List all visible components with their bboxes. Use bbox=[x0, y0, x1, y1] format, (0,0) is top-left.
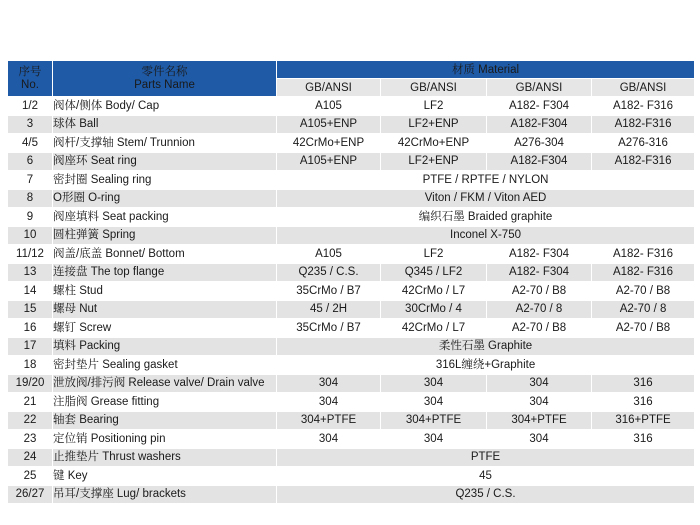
material-cell: A182-F304 bbox=[487, 115, 592, 134]
row-number: 19/20 bbox=[8, 374, 53, 393]
material-cell: 304+PTFE bbox=[277, 411, 381, 430]
part-name: 阀座填料 Seat packing bbox=[53, 208, 277, 227]
material-cell-merged: 编织石墨 Braided graphite bbox=[277, 208, 695, 227]
table-row bbox=[8, 300, 695, 319]
table-row bbox=[8, 393, 695, 412]
material-cell: A105+ENP bbox=[277, 152, 381, 171]
row-number: 23 bbox=[8, 430, 53, 449]
table-row bbox=[8, 208, 695, 227]
table-row bbox=[8, 189, 695, 208]
part-name: 止推垫片 Thrust washers bbox=[53, 448, 277, 467]
material-cell: LF2+ENP bbox=[381, 115, 487, 134]
table-row bbox=[8, 467, 695, 486]
material-cell-merged: Inconel X-750 bbox=[277, 226, 695, 245]
part-name: 螺母 Nut bbox=[53, 300, 277, 319]
part-name: 阀体/侧体 Body/ Cap bbox=[53, 97, 277, 116]
material-cell: A2-70 / 8 bbox=[487, 300, 592, 319]
part-name: 泄放阀/排污阀 Release valve/ Drain valve bbox=[53, 374, 277, 393]
material-cell: 304 bbox=[381, 393, 487, 412]
material-cell: 304 bbox=[381, 374, 487, 393]
table-row bbox=[8, 411, 695, 430]
material-cell: 42CrMo+ENP bbox=[277, 134, 381, 153]
table-row bbox=[8, 430, 695, 449]
material-cell: LF2 bbox=[381, 245, 487, 264]
material-cell: 35CrMo / B7 bbox=[277, 282, 381, 301]
material-cell: A105+ENP bbox=[277, 115, 381, 134]
material-cell: A2-70 / B8 bbox=[487, 319, 592, 338]
part-name: 密封圈 Sealing ring bbox=[53, 171, 277, 190]
no-header-en: No. bbox=[21, 78, 39, 91]
row-number: 4/5 bbox=[8, 134, 53, 153]
table-row bbox=[8, 245, 695, 264]
standard-header: GB/ANSI bbox=[487, 79, 592, 97]
standard-header: GB/ANSI bbox=[277, 79, 381, 97]
part-name: 填料 Packing bbox=[53, 337, 277, 356]
row-number: 18 bbox=[8, 356, 53, 375]
material-cell: 316 bbox=[592, 430, 695, 449]
material-cell: A276-304 bbox=[487, 134, 592, 153]
table-row bbox=[8, 97, 695, 116]
material-header: 材质 Material bbox=[277, 61, 695, 79]
table-row bbox=[8, 448, 695, 467]
part-name: O形圈 O-ring bbox=[53, 189, 277, 208]
material-cell: 304 bbox=[381, 430, 487, 449]
parts-header bbox=[53, 61, 277, 97]
material-cell: A105 bbox=[277, 97, 381, 116]
part-name: 阀杆/支撑轴 Stem/ Trunnion bbox=[53, 134, 277, 153]
part-name: 轴套 Bearing bbox=[53, 411, 277, 430]
material-cell: A182- F316 bbox=[592, 97, 695, 116]
material-cell: A276-316 bbox=[592, 134, 695, 153]
table-row bbox=[8, 263, 695, 282]
material-cell-merged: PTFE / RPTFE / NYLON bbox=[277, 171, 695, 190]
row-number: 15 bbox=[8, 300, 53, 319]
material-cell: 42CrMo / L7 bbox=[381, 319, 487, 338]
material-cell: LF2+ENP bbox=[381, 152, 487, 171]
material-cell: A182- F316 bbox=[592, 263, 695, 282]
material-cell: 35CrMo / B7 bbox=[277, 319, 381, 338]
part-name: 圆柱弹簧 Spring bbox=[53, 226, 277, 245]
table-row bbox=[8, 374, 695, 393]
material-cell: A182- F304 bbox=[487, 245, 592, 264]
material-cell: 316 bbox=[592, 393, 695, 412]
material-cell-merged: Q235 / C.S. bbox=[277, 485, 695, 504]
row-number: 14 bbox=[8, 282, 53, 301]
material-cell: 304+PTFE bbox=[487, 411, 592, 430]
material-cell: A182- F304 bbox=[487, 97, 592, 116]
row-number: 13 bbox=[8, 263, 53, 282]
material-cell-merged: Viton / FKM / Viton AED bbox=[277, 189, 695, 208]
material-cell-merged: PTFE bbox=[277, 448, 695, 467]
materials-table bbox=[7, 60, 695, 504]
material-cell: 316+PTFE bbox=[592, 411, 695, 430]
standard-header: GB/ANSI bbox=[592, 79, 695, 97]
row-number: 21 bbox=[8, 393, 53, 412]
table-row bbox=[8, 115, 695, 134]
material-cell: 304 bbox=[487, 374, 592, 393]
parts-header-cn: 零件名称 bbox=[141, 65, 188, 78]
row-number: 10 bbox=[8, 226, 53, 245]
material-cell: A182- F304 bbox=[487, 263, 592, 282]
part-name: 吊耳/支撑座 Lug/ brackets bbox=[53, 485, 277, 504]
row-number: 17 bbox=[8, 337, 53, 356]
row-number: 8 bbox=[8, 189, 53, 208]
material-cell: 304 bbox=[277, 393, 381, 412]
material-cell: A105 bbox=[277, 245, 381, 264]
part-name: 密封垫片 Sealing gasket bbox=[53, 356, 277, 375]
part-name: 阀座环 Seat ring bbox=[53, 152, 277, 171]
material-cell: A182-F304 bbox=[487, 152, 592, 171]
material-cell: 304 bbox=[277, 430, 381, 449]
row-number: 9 bbox=[8, 208, 53, 227]
table-header bbox=[8, 61, 695, 97]
material-cell: A182- F316 bbox=[592, 245, 695, 264]
material-cell: 304 bbox=[487, 393, 592, 412]
table-row bbox=[8, 282, 695, 301]
part-name: 阀盖/底盖 Bonnet/ Bottom bbox=[53, 245, 277, 264]
table-row bbox=[8, 226, 695, 245]
part-name: 定位销 Positioning pin bbox=[53, 430, 277, 449]
material-cell: 304+PTFE bbox=[381, 411, 487, 430]
row-number: 1/2 bbox=[8, 97, 53, 116]
material-cell: Q345 / LF2 bbox=[381, 263, 487, 282]
part-name: 键 Key bbox=[53, 467, 277, 486]
part-name: 球体 Ball bbox=[53, 115, 277, 134]
material-cell: 316 bbox=[592, 374, 695, 393]
table-row bbox=[8, 356, 695, 375]
row-number: 25 bbox=[8, 467, 53, 486]
material-cell: 42CrMo+ENP bbox=[381, 134, 487, 153]
no-header bbox=[8, 61, 53, 97]
material-cell: 30CrMo / 4 bbox=[381, 300, 487, 319]
material-cell: A2-70 / 8 bbox=[592, 300, 695, 319]
part-name: 连接盘 The top flange bbox=[53, 263, 277, 282]
material-cell: A182-F316 bbox=[592, 152, 695, 171]
materials-table-container bbox=[7, 60, 694, 504]
material-cell: A2-70 / B8 bbox=[487, 282, 592, 301]
material-cell-merged: 45 bbox=[277, 467, 695, 486]
row-number: 16 bbox=[8, 319, 53, 338]
material-cell: Q235 / C.S. bbox=[277, 263, 381, 282]
material-cell: A182-F316 bbox=[592, 115, 695, 134]
part-name: 螺钉 Screw bbox=[53, 319, 277, 338]
no-header-cn: 序号 bbox=[18, 65, 42, 78]
table-row bbox=[8, 319, 695, 338]
part-name: 螺柱 Stud bbox=[53, 282, 277, 301]
table-row bbox=[8, 152, 695, 171]
table-body bbox=[8, 97, 695, 504]
row-number: 26/27 bbox=[8, 485, 53, 504]
material-cell: 42CrMo / L7 bbox=[381, 282, 487, 301]
material-cell: A2-70 / B8 bbox=[592, 282, 695, 301]
material-cell-merged: 316L缠绕+Graphite bbox=[277, 356, 695, 375]
table-row bbox=[8, 134, 695, 153]
row-number: 3 bbox=[8, 115, 53, 134]
row-number: 7 bbox=[8, 171, 53, 190]
material-cell: LF2 bbox=[381, 97, 487, 116]
table-row bbox=[8, 485, 695, 504]
part-name: 注脂阀 Grease fitting bbox=[53, 393, 277, 412]
row-number: 22 bbox=[8, 411, 53, 430]
table-row bbox=[8, 337, 695, 356]
row-number: 24 bbox=[8, 448, 53, 467]
material-cell-merged: 柔性石墨 Graphite bbox=[277, 337, 695, 356]
row-number: 6 bbox=[8, 152, 53, 171]
table-row bbox=[8, 171, 695, 190]
material-cell: A2-70 / B8 bbox=[592, 319, 695, 338]
material-cell: 45 / 2H bbox=[277, 300, 381, 319]
material-cell: 304 bbox=[277, 374, 381, 393]
row-number: 11/12 bbox=[8, 245, 53, 264]
material-cell: 304 bbox=[487, 430, 592, 449]
standard-header: GB/ANSI bbox=[381, 79, 487, 97]
parts-header-en: Parts Name bbox=[134, 78, 195, 91]
